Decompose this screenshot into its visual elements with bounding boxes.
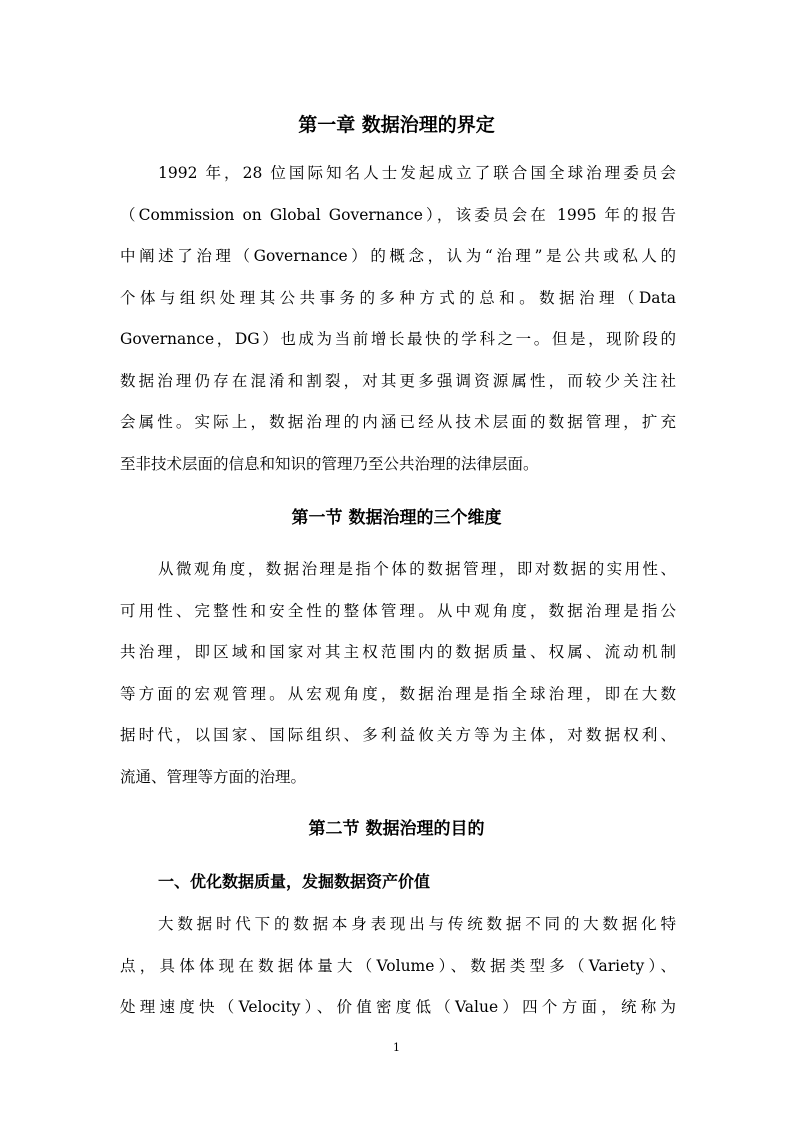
text-line: 1992 年，28 位国际知名人士发起成立了联合国全球治理委员会 [158,164,676,182]
text-line: 等方面的宏观管理。从宏观角度，数据治理是指全球治理，即在大数 [120,684,676,703]
text-line: 中阐述了治理（Governance）的概念，认为“治理”是公共或私人的 [120,247,676,265]
chapter-title: 第一章 数据治理的界定 [298,114,495,136]
text-line: 流通、管理等方面的治理。 [120,767,307,786]
text-line: （Commission on Global Governance），该委员会在 1995 年的报告 [120,205,676,224]
text-line: 处理速度快（Velocity）、价值密度低（Value）四个方面，统称为 [120,998,676,1016]
subsection-paragraph [120,904,676,1029]
text-line: 个体与组织处理其公共事务的多种方式的总和。数据治理（Data [120,288,676,307]
page-number: 1 [393,1041,400,1054]
text-line: 数据治理仍存在混淆和割裂，对其更多强调资源属性，而较少关注社 [120,371,676,390]
section-title: 第二节 数据治理的目的 [308,819,485,839]
section-paragraph [120,549,676,798]
intro-paragraph [120,153,676,485]
text-line: 共治理，即区域和国家对其主权范围内的数据质量、权属、流动机制 [120,643,676,661]
text-line: 点，具体体现在数据体量大（Volume）、数据类型多（Variety）、 [120,956,676,975]
text-line: 会属性。实际上，数据治理的内涵已经从技术层面的数据管理，扩充 [120,413,676,431]
text-line: 可用性、完整性和安全性的整体管理。从中观角度，数据治理是指公 [120,601,676,620]
text-line: Governance，DG）也成为当前增长最快的学科之一。但是，现阶段的 [120,330,676,348]
text-line: 从微观角度，数据治理是指个体的数据管理，即对数据的实用性、 [158,560,676,578]
subsection-title: 一、优化数据质量，发掘数据资产价值 [158,872,431,891]
text-line: 至非技术层面的信息和知识的管理乃至公共治理的法律层面。 [120,454,539,473]
text-line: 据时代，以国家、国际组织、多利益攸关方等为主体，对数据权利、 [120,726,676,744]
section-title: 第一节 数据治理的三个维度 [291,508,502,528]
text-line: 大数据时代下的数据本身表现出与传统数据不同的大数据化特 [158,915,676,933]
